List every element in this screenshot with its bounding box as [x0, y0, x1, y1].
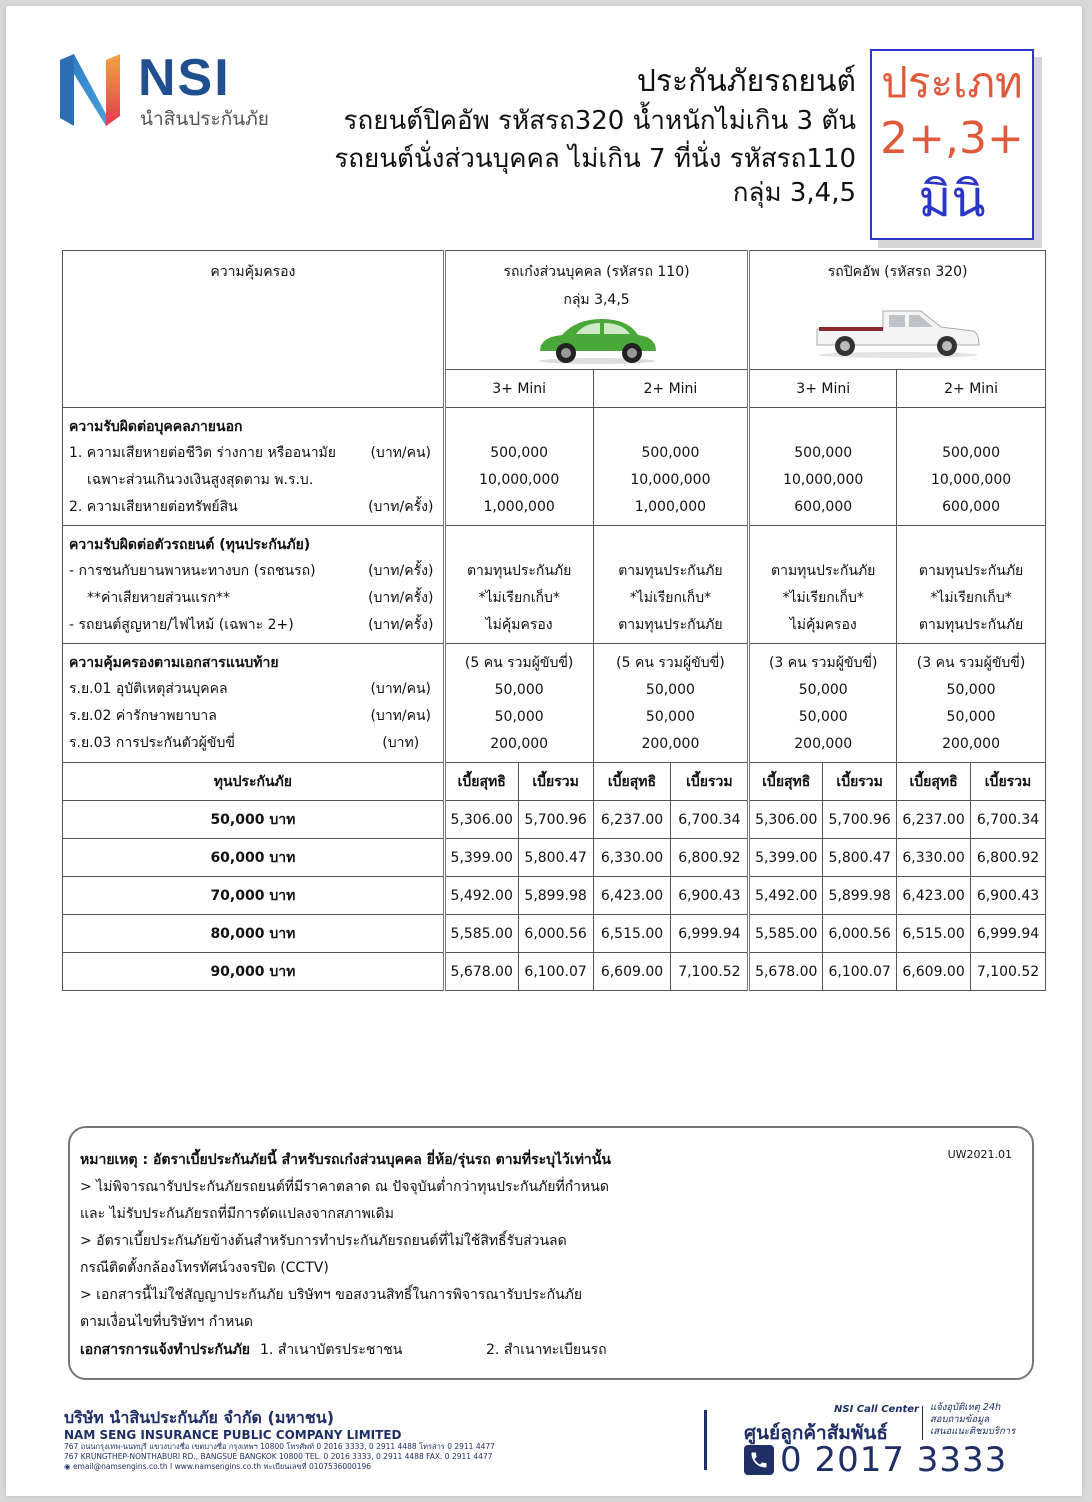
section-title: ความรับผิดต่อบุคคลภายนอก: [69, 419, 243, 435]
green-sedan-car-icon: [532, 315, 662, 365]
riders-labels: [63, 644, 445, 763]
table-row: [63, 915, 1046, 953]
value-cell: 500,000 10,000,000 600,000: [749, 408, 897, 526]
total-premium-header: เบี้ยรวม: [823, 763, 897, 801]
insurance-type-badge: [870, 49, 1034, 240]
note-line: ตามเงื่อนไขที่บริษัทฯ กำหนด: [80, 1314, 254, 1330]
document-item: 1. สำเนาบัตรประชาชน: [260, 1342, 403, 1358]
row-label: **ค่าเสียหายส่วนแรก**: [87, 590, 231, 606]
own-damage-labels: [63, 526, 445, 644]
footer-divider: [704, 1410, 707, 1470]
table-row: [63, 953, 1046, 991]
white-pickup-truck-icon: [813, 305, 983, 359]
customer-service-label: ศูนย์ลูกค้าสัมพันธ์: [744, 1422, 888, 1444]
company-footer: [64, 1408, 495, 1472]
note-line: > เอกสารนี้ไม่ใช่สัญญาประกันภัย บริษัทฯ ขอสงวนสิทธิ์ในการพิจารณารับประกันภัย: [80, 1287, 583, 1303]
type-mini: มินิ: [918, 170, 986, 228]
value-cell: (5 คน รวมผู้ขับขี่) 50,000 50,000 200,000: [444, 644, 593, 763]
premium-cell: 6,609.00: [593, 953, 671, 991]
premium-cell: 6,515.00: [593, 915, 671, 953]
call-center-separator: [922, 1406, 923, 1440]
pickup-header: [749, 251, 1046, 370]
net-premium-header: เบี้ยสุทธิ: [749, 763, 823, 801]
sum-insured: 60,000 บาท: [63, 839, 445, 877]
premium-cell: 5,492.00: [749, 877, 823, 915]
third-party-labels: [63, 408, 445, 526]
phone-icon: [744, 1445, 774, 1475]
row-unit: (บาท/ครั้ง): [368, 590, 434, 606]
premium-cell: 6,515.00: [897, 915, 971, 953]
note-line: และ ไม่รับประกันภัยรถที่มีการดัดแปลงจากสภาพเดิม: [80, 1206, 394, 1222]
premium-cell: 6,237.00: [593, 801, 671, 839]
service-line: เสนอแนะติชมบริการ: [930, 1426, 1016, 1437]
logo-subtitle: นำสินประกันภัย: [140, 108, 269, 130]
contact-text: email@namsengins.co.th I www.namsengins.co.th ทะเบียนเลขที่ 0107536000196: [72, 1462, 372, 1471]
company-name-th: บริษัท นำสินประกันภัย จำกัด (มหาชน): [64, 1408, 335, 1427]
premium-cell: 6,000.56: [823, 915, 897, 953]
email-icon: ◉: [64, 1462, 73, 1471]
premium-cell: 6,423.00: [593, 877, 671, 915]
riders-section: [63, 644, 1046, 763]
address-en: 767 KRUNGTHEP-NONTHABURI RD., BANGSUE BANGKOK 10800 TEL. 0 2016 3333, 0 2911 4488 FAX. 0 2911 4477: [64, 1452, 493, 1461]
premium-cell: 5,678.00: [444, 953, 518, 991]
pickup-title: รถปิคอัพ (รหัสรถ 320): [827, 264, 968, 280]
phone-block: [744, 1440, 1007, 1480]
premium-cell: 7,100.52: [971, 953, 1046, 991]
document-item: 2. สำเนาทะเบียนรถ: [486, 1342, 607, 1358]
premium-cell: 5,700.96: [823, 801, 897, 839]
row-label: ร.ย.03 การประกันตัวผู้ขับขี่: [69, 735, 235, 751]
note-line: กรณีติดตั้งกล้องโทรทัศน์วงจรปิด (CCTV): [80, 1260, 329, 1276]
third-party-section: [63, 408, 1046, 526]
nsi-n-logo-icon: [60, 54, 122, 126]
title-sedan: รถยนต์นั่งส่วนบุคคล ไม่เกิน 7 ที่นั่ง รหัสรถ110: [334, 144, 856, 174]
value-cell: (5 คน รวมผู้ขับขี่) 50,000 50,000 200,000: [593, 644, 749, 763]
premium-cell: 6,900.43: [671, 877, 749, 915]
type-label: ประเภท: [881, 58, 1023, 107]
premium-cell: 5,399.00: [749, 839, 823, 877]
value-cell: (3 คน รวมผู้ขับขี่) 50,000 50,000 200,000: [749, 644, 897, 763]
premium-cell: 6,423.00: [897, 877, 971, 915]
notes-title: หมายเหตุ : อัตราเบี้ยประกันภัยนี้ สำหรับรถเก๋งส่วนบุคคล ยี่ห้อ/รุ่นรถ ตามที่ระบุไว้เท่านั้น: [80, 1152, 611, 1168]
section-title: ความรับผิดต่อตัวรถยนต์ (ทุนประกันภัย): [69, 537, 311, 553]
nsi-logo: [60, 49, 300, 134]
premium-cell: 5,678.00: [749, 953, 823, 991]
premium-cell: 7,100.52: [671, 953, 749, 991]
notes-box: [68, 1126, 1034, 1380]
company-name-en: NAM SENG INSURANCE PUBLIC COMPANY LIMITED: [64, 1428, 402, 1442]
document-code: UW2021.01: [947, 1148, 1012, 1161]
premium-cell: 6,800.92: [971, 839, 1046, 877]
premium-cell: 5,585.00: [444, 915, 518, 953]
row-label: - การชนกับยานพาหนะทางบก (รถชนรถ): [69, 563, 316, 579]
premium-cell: 6,999.94: [671, 915, 749, 953]
value-cell: ตามทุนประกันภัย *ไม่เรียกเก็บ* ตามทุนประกันภัย: [593, 526, 749, 644]
premium-cell: 5,306.00: [749, 801, 823, 839]
value-cell: 500,000 10,000,000 1,000,000: [593, 408, 749, 526]
total-premium-header: เบี้ยรวม: [518, 763, 593, 801]
premium-cell: 5,800.47: [518, 839, 593, 877]
total-premium-header: เบี้ยรวม: [971, 763, 1046, 801]
coverage-header: ความคุ้มครอง: [63, 251, 445, 408]
title-group: กลุ่ม 3,4,5: [732, 178, 856, 208]
net-premium-header: เบี้ยสุทธิ: [444, 763, 518, 801]
premium-cell: 5,492.00: [444, 877, 518, 915]
value-cell: (3 คน รวมผู้ขับขี่) 50,000 50,000 200,000: [897, 644, 1046, 763]
note-line: > อัตราเบี้ยประกันภัยข้างต้นสำหรับการทำประกันภัยรถยนต์ที่ไม่ใช้สิทธิ์รับส่วนลด: [80, 1233, 567, 1249]
row-unit: (บาท): [382, 735, 420, 751]
premium-cell: 6,999.94: [971, 915, 1046, 953]
call-center-services: [930, 1402, 1015, 1438]
row-unit: (บาท/คน): [370, 681, 432, 697]
title-pickup: รถยนต์ปิคอัพ รหัสรถ320 น้ำหนักไม่เกิน 3 ตัน: [343, 106, 856, 136]
sum-insured: 50,000 บาท: [63, 801, 445, 839]
phone-number[interactable]: 0 2017 3333: [780, 1440, 1008, 1480]
sum-insured: 70,000 บาท: [63, 877, 445, 915]
premium-cell: 6,000.56: [518, 915, 593, 953]
coverage-table: [62, 250, 1046, 991]
row-unit: (บาท/ครั้ง): [368, 563, 434, 579]
note-line: > ไม่พิจารณารับประกันภัยรถยนต์ที่มีราคาตลาด ณ ปัจจุบันต่ำกว่าทุนประกันภัยที่กำหนด: [80, 1179, 609, 1195]
premium-cell: 5,800.47: [823, 839, 897, 877]
plan-header: 3+ Mini: [444, 370, 593, 408]
premium-cell: 6,700.34: [671, 801, 749, 839]
value-cell: 500,000 10,000,000 1,000,000: [444, 408, 593, 526]
premium-cell: 6,800.92: [671, 839, 749, 877]
row-label: เฉพาะส่วนเกินวงเงินสูงสุดตาม พ.ร.บ.: [87, 472, 314, 488]
own-damage-section: [63, 526, 1046, 644]
sum-insured: 90,000 บาท: [63, 953, 445, 991]
page-title: ประกันภัยรถยนต์: [636, 64, 856, 99]
premium-cell: 5,399.00: [444, 839, 518, 877]
call-center-label: NSI Call Center: [834, 1404, 919, 1415]
row-unit: (บาท/ครั้ง): [368, 499, 434, 515]
section-title: ความคุ้มครองตามเอกสารแนบท้าย: [69, 655, 279, 671]
premium-cell: 5,899.98: [823, 877, 897, 915]
premium-cell: 6,900.43: [971, 877, 1046, 915]
type-classes: 2+,3+: [880, 113, 1024, 164]
premium-cell: 6,609.00: [897, 953, 971, 991]
service-line: แจ้งอุบัติเหตุ 24h: [930, 1402, 1002, 1413]
premium-cell: 6,700.34: [971, 801, 1046, 839]
row-unit: (บาท/คน): [370, 445, 432, 461]
net-premium-header: เบี้ยสุทธิ: [593, 763, 671, 801]
table-row: [63, 839, 1046, 877]
premium-cell: 5,899.98: [518, 877, 593, 915]
row-label: ร.ย.01 อุบัติเหตุส่วนบุคคล: [69, 681, 228, 697]
header-titles: [334, 62, 856, 208]
premium-cell: 5,700.96: [518, 801, 593, 839]
row-unit: [365, 467, 437, 494]
sedan-header: [444, 251, 749, 370]
plan-header: 2+ Mini: [593, 370, 749, 408]
document-page: [6, 6, 1082, 1496]
table-row: [63, 801, 1046, 839]
row-unit: (บาท/ครั้ง): [368, 617, 434, 633]
premium-cell: 6,330.00: [593, 839, 671, 877]
premium-cell: 5,306.00: [444, 801, 518, 839]
row-label: ร.ย.02 ค่ารักษาพยาบาล: [69, 708, 217, 724]
row-label: 2. ความเสียหายต่อทรัพย์สิน: [69, 499, 238, 515]
address-th: 767 ถนนกรุงเทพ-นนทบุรี แขวงบางซื่อ เขตบางซื่อ กรุงเทพฯ 10800 โทรศัพท์ 0 2016 3333, 0 2911 4488 โทรสาร 0 2911 4477: [64, 1442, 495, 1451]
service-line: สอบถามข้อมูล: [930, 1414, 990, 1425]
premium-cell: 6,330.00: [897, 839, 971, 877]
premium-cell: 6,100.07: [823, 953, 897, 991]
sedan-title: รถเก๋งส่วนบุคคล (รหัสรถ 110): [503, 264, 690, 280]
row-unit: (บาท/คน): [370, 708, 432, 724]
value-cell: ตามทุนประกันภัย *ไม่เรียกเก็บ* ตามทุนประกันภัย: [897, 526, 1046, 644]
call-center-block: [730, 1402, 1040, 1482]
premium-cell: 6,100.07: [518, 953, 593, 991]
value-cell: ตามทุนประกันภัย *ไม่เรียกเก็บ* ไม่คุ้มครอง: [749, 526, 897, 644]
sedan-group: กลุ่ม 3,4,5: [563, 292, 630, 308]
premium-cell: 5,585.00: [749, 915, 823, 953]
table-row: [63, 877, 1046, 915]
premium-header-row: [63, 763, 1046, 801]
contact-info: [64, 1462, 495, 1472]
total-premium-header: เบี้ยรวม: [671, 763, 749, 801]
row-label: 1. ความเสียหายต่อชีวิต ร่างกาย หรืออนามัย: [69, 445, 336, 461]
value-cell: 500,000 10,000,000 600,000: [897, 408, 1046, 526]
logo-text: NSI: [138, 49, 231, 107]
sum-insured: 80,000 บาท: [63, 915, 445, 953]
premium-cell: 6,237.00: [897, 801, 971, 839]
value-cell: ตามทุนประกันภัย *ไม่เรียกเก็บ* ไม่คุ้มครอง: [444, 526, 593, 644]
documents-label: เอกสารการแจ้งทำประกันภัย: [80, 1342, 251, 1358]
plan-header: 3+ Mini: [749, 370, 897, 408]
plan-header: 2+ Mini: [897, 370, 1046, 408]
sum-insured-header: ทุนประกันภัย: [63, 763, 445, 801]
net-premium-header: เบี้ยสุทธิ: [897, 763, 971, 801]
row-label: - รถยนต์สูญหาย/ไฟไหม้ (เฉพาะ 2+): [69, 617, 294, 633]
required-documents: [80, 1336, 1022, 1364]
